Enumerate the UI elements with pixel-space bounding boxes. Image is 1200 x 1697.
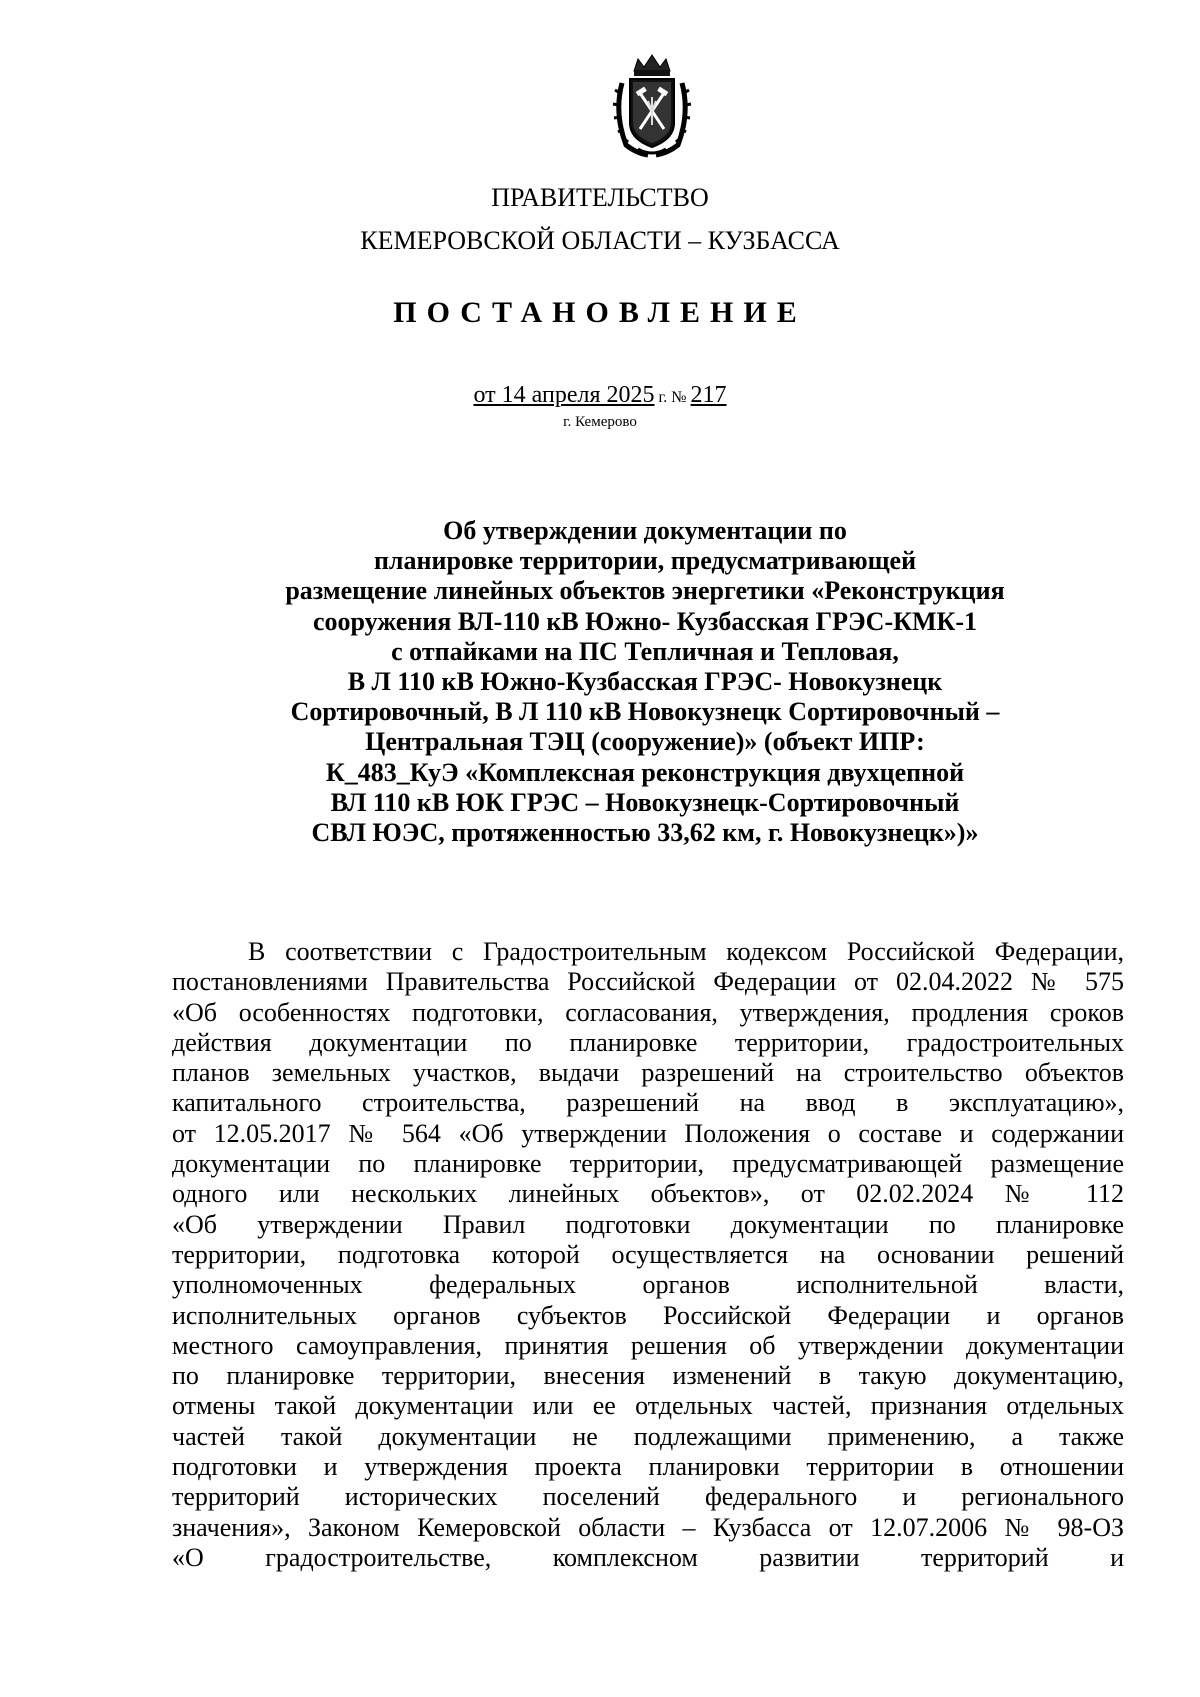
title-line: В Л 110 кВ Южно-Кузбасская ГРЭС- Новокузнецк (347, 667, 943, 697)
body-line: частей такой документации не подлежащими применению, а также (172, 1421, 1124, 1451)
body-line: территорий исторических поселений федерального и регионального (172, 1482, 1124, 1512)
city-name: г. Кемерово (563, 414, 637, 430)
title-line: Сортировочный, В Л 110 кВ Новокузнецк Сортировочный – (290, 697, 1000, 727)
body-line: «Об особенностях подготовки, согласования, утверждения, продления сроков (172, 997, 1124, 1027)
date-number-line (0, 381, 1200, 412)
body-line: В соответствии с Градостроительным кодексом Российской Федерации, (248, 937, 1124, 966)
body-line: отмены такой документации или ее отдельных частей, признания отдельных (172, 1391, 1124, 1421)
body-line: местного самоуправления, принятия решения об утверждении документации (172, 1330, 1124, 1360)
coat-of-arms-icon (612, 53, 692, 159)
body-line: документации по планировке территории, предусматривающей размещение (172, 1149, 1124, 1179)
body-line: территории, подготовка которой осуществляется на основании решений (172, 1239, 1124, 1269)
body-line: по планировке территории, внесения изменений в такую документацию, (172, 1361, 1124, 1391)
title-line: ВЛ 110 кВ ЮК ГРЭС – Новокузнецк-Сортировочный (330, 787, 960, 817)
year-suffix: г. (654, 389, 668, 406)
body-line: действия документации по планировке территории, градостроительных (172, 1027, 1124, 1057)
body-line: одного или нескольких линейных объектов», от 02.02.2024 № 112 (172, 1179, 1124, 1209)
government-name-line-1: ПРАВИТЕЛЬСТВО (491, 183, 709, 212)
body-line: исполнительных органов субъектов Российской Федерации и органов (172, 1300, 1124, 1330)
document-date: 14 апреля 2025 (501, 382, 655, 408)
document-number: 217 (690, 382, 727, 408)
body-line: от 12.05.2017 № 564 «Об утверждении Положения о составе и содержании (172, 1118, 1124, 1148)
body-line: «Об утверждении Правил подготовки документации по планировке (172, 1209, 1124, 1239)
title-line: с отпайками на ПС Тепличная и Тепловая, (391, 636, 899, 666)
body-line: подготовки и утверждения проекта планировки территории в отношении (172, 1452, 1124, 1482)
document-type-heading: ПОСТАНОВЛЕНИЕ (393, 296, 807, 329)
body-line: «О градостроительстве, комплексном развитии территорий и (172, 1542, 1124, 1572)
body-paragraph (172, 937, 1124, 1573)
title-line: планировке территории, предусматривающей (373, 546, 917, 576)
number-sign: № (667, 389, 691, 406)
body-line: постановлениями Правительства Российской Федерации от 02.04.2022 № 575 (172, 967, 1124, 997)
title-line: размещение линейных объектов энергетики «Реконструкция (285, 576, 1005, 606)
title-line: СВЛ ЮЭС, протяженностью 33,62 км, г. Новокузнецк»)» (311, 818, 979, 848)
date-prefix: от (473, 382, 502, 408)
government-name-line-2: КЕМЕРОВСКОЙ ОБЛАСТИ – КУЗБАССА (360, 226, 840, 255)
body-line: капитального строительства, разрешений на ввод в эксплуатацию», (172, 1088, 1124, 1118)
title-line: К_483_КуЭ «Комплексная реконструкция двухцепной (325, 757, 965, 787)
body-line: уполномоченных федеральных органов исполнительной власти, (172, 1270, 1124, 1300)
body-line: значения», Законом Кемеровской области – Кузбасса от 12.07.2006 № 98-ОЗ (172, 1512, 1124, 1542)
title-line: сооружения ВЛ-110 кВ Южно- Кузбасская ГРЭС-КМК-1 (312, 606, 978, 636)
title-line: Об утверждении документации по (443, 516, 847, 545)
body-line: планов земельных участков, выдачи разрешений на строительство объектов (172, 1058, 1124, 1088)
title-line: Центральная ТЭЦ (сооружение)» (объект ИПР: (365, 727, 925, 757)
document-title (200, 516, 1090, 848)
